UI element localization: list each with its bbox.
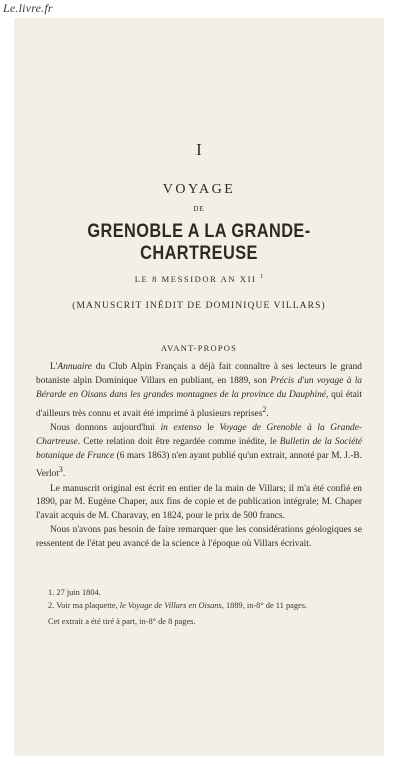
title-line-1: VOYAGE — [162, 182, 236, 197]
text-run: du Club Alpin Français a déjà fait connaître à ses lecteurs le grand botaniste alpin Dominique Villars en publiant, en 1889, son — [36, 362, 362, 386]
site-logo: Le.livre.fr — [3, 1, 53, 15]
text-run: , 1889, in-8° de 11 pages. — [221, 600, 308, 610]
section-heading: AVANT-PROPOS — [160, 343, 238, 353]
date-line — [14, 274, 384, 284]
text-run-italic: Bulletin de la Société botanique de France — [36, 436, 363, 461]
footnotes — [36, 587, 362, 629]
footnote-marker: 2 — [262, 404, 267, 414]
text-run: 2. Voir ma plaquette, — [48, 600, 120, 610]
manuscript-line: (MANUSCRIT INÉDIT DE DOMINIQUE VILLARS) — [72, 301, 326, 311]
text-run: . Cette relation doit être regardée comme inédite, le — [77, 436, 280, 447]
text-run: . — [266, 408, 269, 419]
text-run-italic: le Voyage de Villars en Oisans — [119, 600, 222, 610]
text-run: , qui était d'ailleurs très connu et avait été imprimé à plusieurs reprises — [36, 389, 362, 419]
footnote-1: 1. 27 juin 1804. — [48, 588, 101, 597]
text-run-italic: Annuaire — [57, 362, 92, 372]
text-run: Nous donnons aujourd'hui — [50, 422, 161, 433]
text-run-italic: in extenso — [160, 422, 202, 433]
text-run: . — [62, 469, 66, 480]
title-line-2: DE — [193, 205, 205, 213]
paragraph-2 — [36, 422, 362, 483]
paragraph-3: Le manuscrit original est écrit en entier de la main de Villars; il m'a été confié en 1890, par M. Eugène Chaper, aux fins de copie et de publication intégrale; M. Chaper l'avait acquis de M. Charavay, en 1824, pour le prix de 500 francs. — [36, 483, 362, 522]
text-run: le — [201, 422, 220, 433]
paragraph-4: Nous n'avons pas besoin de faire remarquer que les considérations géologiques se ressentent de l'état peu avancé de la science à l'époque où Villars écrivait. — [36, 525, 362, 550]
date-footnote-marker: 1 — [260, 274, 264, 281]
text-run-italic: Précis d'un voyage à la Bérarde en Oisans dans les grandes montagnes de la province du Dauphiné — [36, 375, 362, 400]
date-text: LE 8 MESSIDOR AN XII — [134, 274, 257, 284]
text-run: (6 mars 1863) n'en ayant publié qu'un extrait, annoté par M. J.-B. Verlot — [36, 450, 362, 480]
paragraph-1 — [36, 361, 362, 422]
text-run-italic: Voyage de Grenoble à la Grande-Chartreuse — [36, 422, 362, 447]
book-page — [14, 18, 384, 756]
footnote-3: Cet extrait a été tiré à part, in-8° de 8 pages. — [48, 617, 196, 626]
chapter-number: I — [196, 140, 202, 159]
text-run: L' — [50, 362, 58, 372]
footnote-marker: 3 — [58, 465, 63, 475]
body-text — [36, 361, 362, 552]
footnote-2 — [36, 600, 362, 613]
page-title: GRENOBLE A LA GRANDE-CHARTREUSE — [87, 221, 311, 264]
